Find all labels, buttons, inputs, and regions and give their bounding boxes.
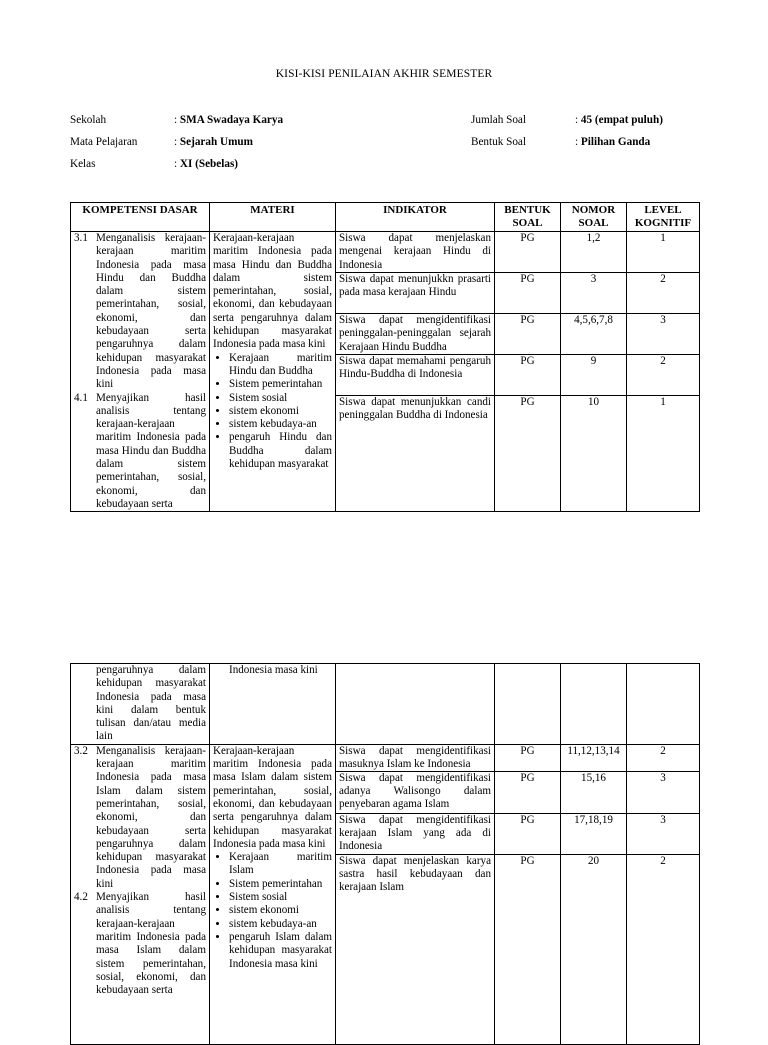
label-kelas: Kelas: [70, 158, 96, 170]
bentuk-value: PG: [495, 814, 560, 855]
level-value: 1: [660, 396, 666, 408]
materi-cell: [210, 232, 336, 512]
materi-item: • Sistem pemerintahan: [229, 878, 332, 891]
empty-cell: [627, 664, 700, 745]
materi-item: • sistem ekonomi: [229, 904, 332, 917]
indikator-item: Siswa dapat menjelaskan mengenai kerajaan Hindu di Indonesia: [336, 232, 494, 273]
header-nomor-soal: NOMOR SOAL: [561, 203, 627, 232]
indikator-item: Siswa dapat memahami pengaruh Hindu-Buddha di Indonesia: [336, 355, 494, 396]
nomor-value: 9: [561, 355, 626, 396]
kd-item: 4.1 Menyajikan hasil analisis tentang kerajaan-kerajaan maritim Indonesia pada masa Hindu dan Buddha dalam sistem pemerintahan, sosial, ekonomi, dan kebudayaan serta: [74, 391, 206, 510]
label-bentuk-soal: Bentuk Soal: [471, 136, 527, 148]
level-value: 3: [627, 314, 699, 355]
bentuk-soal-cell: [495, 232, 561, 512]
materi-list: [213, 352, 332, 472]
value-kelas: : XI (Sebelas): [174, 158, 239, 170]
kompetensi-dasar-cell: [71, 744, 210, 1044]
nomor-value: 11,12,13,14: [561, 745, 626, 772]
materi-item: • pengaruh Hindu dan Buddha dalam kehidupan masyarakat: [229, 431, 332, 471]
document-title: KISI-KISI PENILAIAN AKHIR SEMESTER: [275, 68, 493, 80]
label-sekolah: Sekolah: [70, 114, 107, 126]
indikator-item: Siswa dapat menunjukkn prasarti pada masa kerajaan Hindu: [336, 273, 494, 314]
kisi-table-page1: [70, 202, 700, 512]
bentuk-value: PG: [520, 854, 535, 867]
level-value: 2: [660, 854, 666, 867]
bentuk-value: PG: [495, 772, 560, 814]
kompetensi-dasar-cell: [71, 232, 210, 512]
kisi-table-page2: [70, 663, 700, 1045]
empty-cell: [561, 664, 627, 745]
bentuk-value: PG: [495, 232, 560, 273]
level-kognitif-cell: [627, 232, 700, 512]
label-mata-pelajaran: Mata Pelajaran: [70, 136, 138, 148]
value-sekolah: : SMA Swadaya Karya: [174, 114, 284, 126]
materi-item: • Sistem sosial: [229, 891, 332, 904]
indikator-item: Siswa dapat mengidentifikasi kerajaan Islam yang ada di Indonesia: [336, 814, 494, 855]
value-bentuk-soal: : Pilihan Ganda: [575, 136, 651, 148]
level-value: 2: [627, 355, 699, 396]
nomor-value: 17,18,19: [561, 814, 626, 855]
value-mata-pelajaran: : Sejarah Umum: [174, 136, 253, 148]
indikator-item: Siswa dapat mengidentifikasi adanya Walisongo dalam penyebaran agama Islam: [336, 772, 494, 814]
indikator-item: Siswa dapat menjelaskan karya sastra hasil kebudayaan dan kerajaan Islam: [339, 854, 491, 894]
materi-cell: [210, 744, 336, 1044]
nomor-value: 3: [561, 273, 626, 314]
bentuk-value: PG: [495, 314, 560, 355]
header-level-kognitif: LEVEL KOGNITIF: [627, 203, 700, 232]
header-bentuk-soal: BENTUK SOAL: [495, 203, 561, 232]
header-indikator: INDIKATOR: [336, 203, 495, 232]
materi-item: • Sistem sosial: [229, 392, 332, 405]
level-kognitif-cell: [627, 744, 700, 1044]
kd-item: 3.1 Menganalisis kerajaan-kerajaan maritim Indonesia pada masa Hindu dan Buddha dalam sistem pemerintahan, sosial, ekonomi, dan kebudayaan serta pengaruhnya dalam kehidupan masyarakat Indonesia pada masa kini: [74, 232, 206, 391]
nomor-value: 15,16: [561, 772, 626, 814]
materi-text: Kerajaan-kerajaan maritim Indonesia pada masa Islam dalam sistem pemerintahan, sosial, ekonomi, dan kebudayaan serta pengaruhnya dalam kehidupan masyarakat Indonesia pada masa kini: [213, 744, 332, 850]
nomor-soal-cell: [561, 744, 627, 1044]
bentuk-value: PG: [495, 745, 560, 772]
empty-cell: [336, 664, 495, 745]
materi-continuation: [210, 664, 336, 745]
materi-text: Kerajaan-kerajaan maritim Indonesia pada masa Hindu dan Buddha dalam sistem pemerintahan, sosial, ekonomi, dan kebudayaan serta pengaruhnya dalam kehidupan masyarakat Indonesia pada masa kini: [213, 232, 332, 351]
materi-item: • pengaruh Islam dalam kehidupan masyarakat Indonesia masa kini: [229, 931, 332, 971]
kompetensi-dasar-continuation: [71, 664, 210, 745]
indikator-cell: [336, 744, 495, 1044]
indikator-cell: [336, 232, 495, 512]
materi-item: • Sistem pemerintahan: [229, 378, 332, 391]
bentuk-value: PG: [520, 396, 535, 408]
materi-item: • sistem kebudaya-an: [229, 918, 332, 931]
level-value: 2: [627, 273, 699, 314]
kd-item: 4.2 Menyajikan hasil analisis tentang kerajaan-kerajaan maritim Indonesia pada masa Islam dalam sistem pemerintahan, sosial, ekonomi, dan kebudayaan serta: [74, 891, 206, 997]
indikator-item: Siswa dapat menunjukkan candi peninggalan Buddha di Indonesia: [339, 396, 491, 422]
indikator-item: Siswa dapat mengidentifikasi masuknya Islam ke Indonesia: [336, 745, 494, 772]
kd-item: 3.2 Menganalisis kerajaan-kerajaan maritim Indonesia pada masa Islam dalam sistem pemerintahan, sosial, ekonomi, dan kebudayaan serta pengaruhnya dalam kehidupan masyarakat Indonesia pada masa kini: [74, 744, 206, 890]
materi-item: • sistem kebudaya-an: [229, 418, 332, 431]
empty-cell: [495, 664, 561, 745]
materi-continuation-text: Indonesia masa kini: [229, 664, 318, 676]
indikator-item: Siswa dapat mengidentifikasi peninggalan-peninggalan sejarah Kerajaan Hindu Buddha: [336, 314, 494, 355]
materi-item: • Kerajaan maritim Hindu dan Buddha: [229, 352, 332, 379]
level-value: 1: [627, 232, 699, 273]
level-value: 3: [627, 814, 699, 855]
level-value: 2: [627, 745, 699, 772]
bentuk-soal-cell: [495, 744, 561, 1044]
nomor-soal-cell: [561, 232, 627, 512]
header-materi: MATERI: [210, 203, 336, 232]
materi-item: • sistem ekonomi: [229, 405, 332, 418]
level-value: 3: [627, 772, 699, 814]
label-jumlah-soal: Jumlah Soal: [471, 114, 527, 126]
nomor-value: 20: [587, 854, 600, 867]
nomor-value: 4,5,6,7,8: [561, 314, 626, 355]
bentuk-value: PG: [495, 355, 560, 396]
materi-item: • Kerajaan maritim Islam: [229, 851, 332, 878]
nomor-value: 10: [587, 396, 600, 408]
nomor-value: 1,2: [561, 232, 626, 273]
bentuk-value: PG: [495, 273, 560, 314]
value-jumlah-soal: : 45 (empat puluh): [575, 114, 663, 126]
header-kompetensi-dasar: KOMPETENSI DASAR: [71, 203, 210, 232]
materi-list: [213, 851, 332, 971]
kd-continuation-text: pengaruhnya dalam kehidupan masyarakat Indonesia pada masa kini dalam bentuk tulisan dan/atau media lain: [96, 664, 206, 743]
